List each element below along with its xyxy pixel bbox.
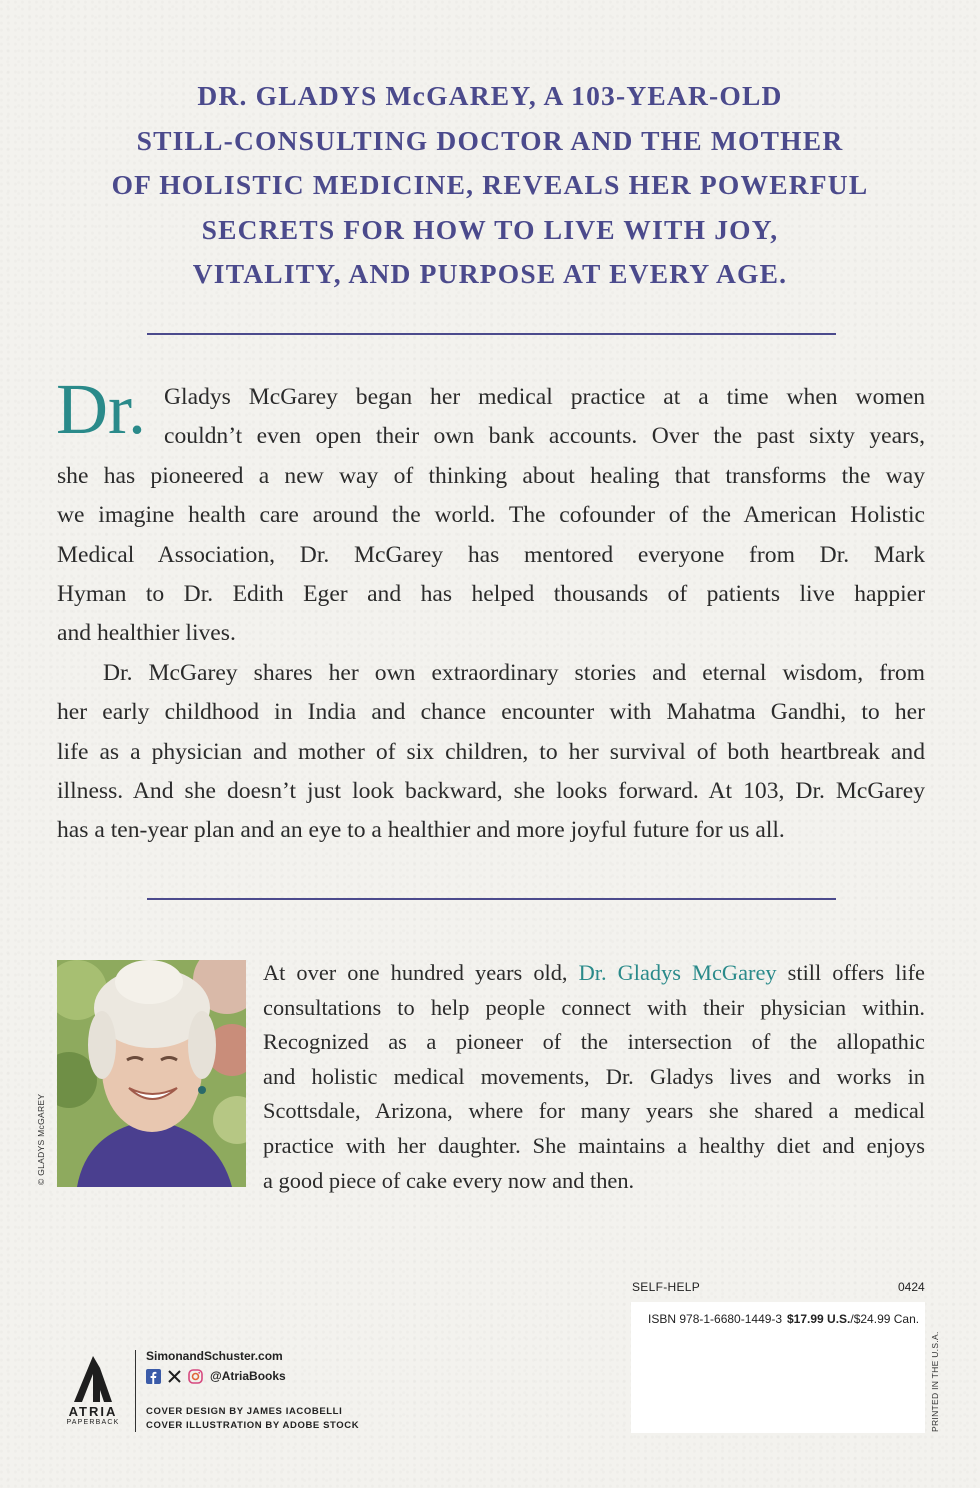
- author-photo: [57, 960, 246, 1187]
- drop-cap: Dr.: [56, 369, 146, 449]
- print-code: 0424: [898, 1280, 925, 1294]
- instagram-icon[interactable]: [188, 1369, 203, 1384]
- tagline-line: VITALITY, AND PURPOSE AT EVERY AGE.: [192, 258, 788, 289]
- description: [57, 378, 925, 851]
- author-bio: [263, 956, 925, 1198]
- tagline-line: STILL-CONSULTING DOCTOR AND THE MOTHER: [136, 124, 844, 156]
- bio-line: practice with her daughter. She maintains a healthy diet and enjoys: [263, 1132, 925, 1158]
- printed-in: PRINTED IN THE U.S.A.: [930, 1331, 940, 1432]
- description-line: we imagine health care around the world. The cofounder of the American Holistic: [57, 502, 925, 529]
- logo-sub: PAPERBACK: [66, 1419, 120, 1426]
- bio-line: and holistic medical movements, Dr. Gladys lives and works in: [263, 1063, 925, 1089]
- atria-logo: [60, 1354, 126, 1430]
- cover-design-credit: COVER DESIGN BY JAMES IACOBELLI: [146, 1406, 343, 1417]
- description-line: she has pioneered a new way of thinking about healing that transforms the way: [57, 462, 925, 489]
- logo-name: ATRIA: [68, 1404, 118, 1419]
- tagline: [60, 74, 920, 297]
- atria-logo-icon: [60, 1354, 126, 1404]
- price: [787, 1312, 919, 1326]
- author-name: Dr. Gladys McGarey: [578, 960, 777, 985]
- category-label: SELF-HELP: [632, 1280, 701, 1294]
- description-line: Dr. McGarey shares her own extraordinary stories and eternal wisdom, from: [103, 659, 925, 686]
- bio-intro-end: still offers life: [776, 960, 925, 985]
- tagline-line: DR. GLADYS McGAREY, A 103-YEAR-OLD: [197, 80, 783, 111]
- cover-illustration-credit: COVER ILLUSTRATION BY ADOBE STOCK: [146, 1420, 360, 1431]
- bio-line: [263, 956, 925, 991]
- divider-bottom: [147, 898, 836, 900]
- photo-credit: © GLADYS McGAREY: [36, 1093, 46, 1185]
- x-icon[interactable]: [167, 1369, 182, 1384]
- description-line: and healthier lives.: [57, 620, 236, 647]
- tagline-line: OF HOLISTIC MEDICINE, REVEALS HER POWERFUL: [111, 169, 869, 200]
- description-line: Hyman to Dr. Edith Eger and has helped thousands of patients live happier: [57, 580, 925, 607]
- description-line: life as a physician and mother of six children, to her survival of both heartbreak and: [57, 738, 925, 765]
- social-handle[interactable]: @AtriaBooks: [210, 1369, 286, 1383]
- description-line: has a ten-year plan and an eye to a healthier and more joyful future for us all.: [57, 817, 785, 844]
- bio-intro: At over one hundred years old,: [263, 960, 579, 985]
- facebook-icon[interactable]: [146, 1369, 161, 1384]
- price-can: /$24.99 Can.: [850, 1312, 920, 1326]
- description-line: her early childhood in India and chance encounter with Mahatma Gandhi, to her: [57, 699, 925, 726]
- divider-top: [147, 333, 836, 335]
- bio-line: Recognized as a pioneer of the intersection of the allopathic: [263, 1029, 925, 1055]
- bio-line: consultations to help people connect with their physician within.: [263, 994, 925, 1020]
- description-line: illness. And she doesn’t just look backward, she looks forward. At 103, Dr. McGarey: [57, 777, 925, 804]
- social-links: [146, 1367, 286, 1385]
- bio-line: Scottsdale, Arizona, where for many years she shared a medical: [263, 1098, 925, 1124]
- description-line: Medical Association, Dr. McGarey has mentored everyone from Dr. Mark: [57, 541, 925, 568]
- description-line: Gladys McGarey began her medical practice at a time when women: [164, 384, 925, 410]
- publisher-url[interactable]: SimonandSchuster.com: [146, 1349, 283, 1363]
- price-us: $17.99 U.S.: [787, 1312, 851, 1326]
- tagline-line: SECRETS FOR HOW TO LIVE WITH JOY,: [201, 213, 779, 245]
- isbn: ISBN 978-1-6680-1449-3: [648, 1312, 783, 1326]
- description-line: couldn’t even open their own bank accounts. Over the past sixty years,: [164, 423, 925, 450]
- bio-line: a good piece of cake every now and then.: [263, 1167, 635, 1193]
- publisher-divider: [135, 1350, 136, 1432]
